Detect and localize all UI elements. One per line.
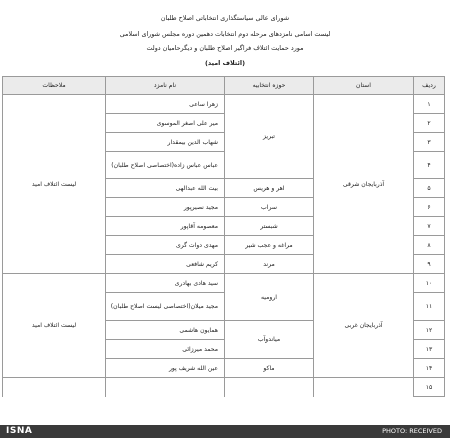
candidate-name: همایون هاشمی (106, 321, 225, 340)
row-number: ۲ (414, 114, 445, 133)
constituency-cell: شبستر (225, 217, 314, 236)
col-header-constituency: حوزه انتخابیه (225, 77, 314, 95)
candidate-name: میر علی اصغر الموسوی (106, 114, 225, 133)
candidate-name: عین الله شریف پور (106, 359, 225, 378)
constituency-cell: ماکو (225, 359, 314, 378)
candidate-name: بیت الله عبدالهی (106, 179, 225, 198)
candidate-name: مجید میلان(اختصاصی لیست اصلاح طلبان) (106, 293, 225, 321)
col-header-candidate: نام نامزد (106, 77, 225, 95)
constituency-cell: تبریز (225, 95, 314, 179)
row-number: ۱ (414, 95, 445, 114)
constituency-cell: مراغه و عجب شیر (225, 236, 314, 255)
row-number: ۵ (414, 179, 445, 198)
row-number: ۱۴ (414, 359, 445, 378)
row-number: ۶ (414, 198, 445, 217)
empty-cell (3, 378, 106, 397)
header-line-2: لیست اسامی نامزدهای مرحله دوم انتخابات دهمین دوره مجلس شورای اسلامی (119, 30, 331, 38)
candidate-name: معصومه آقاپور (106, 217, 225, 236)
table-row (3, 378, 445, 397)
province-cell: آذربایجان شرقی (314, 95, 414, 274)
row-number: ۳ (414, 133, 445, 152)
constituency-cell: سراب (225, 198, 314, 217)
row-number: ۹ (414, 255, 445, 274)
candidate-name: مجید نصیرپور (106, 198, 225, 217)
table-row (3, 95, 445, 114)
header-line-1: شورای عالی سیاستگذاری انتخاباتی اصلاح طلبان (160, 14, 290, 22)
constituency-cell: میاندوآب (225, 321, 314, 359)
row-number: ۷ (414, 217, 445, 236)
row-number: ۸ (414, 236, 445, 255)
constituency-cell: مرند (225, 255, 314, 274)
candidate-name: شهاب الدین بیمقدار (106, 133, 225, 152)
photo-footer-bar (0, 425, 450, 438)
candidate-name: محمد میرزائی (106, 340, 225, 359)
col-header-row-number: ردیف (414, 77, 445, 95)
photo-credit: PHOTO: RECEIVED (382, 427, 442, 435)
empty-cell (314, 378, 414, 397)
province-cell: آذربایجان غربی (314, 274, 414, 378)
candidate-name: سید هادی بهادری (106, 274, 225, 293)
empty-cell (225, 378, 314, 397)
header-line-3: مورد حمایت ائتلاف فراگیر اصلاح طلبان و دیگرحامیان دولت (146, 44, 304, 52)
candidate-name (106, 378, 225, 397)
candidates-table (2, 76, 445, 397)
candidate-name: عباس عباس زاده(اختصاصی اصلاح طلبان) (106, 152, 225, 179)
table-header-row (3, 77, 445, 95)
notes-cell: لیست ائتلاف امید (3, 95, 106, 274)
row-number: ۱۳ (414, 340, 445, 359)
col-header-notes: ملاحظات (3, 77, 106, 95)
col-header-province: استان (314, 77, 414, 95)
table-row (3, 274, 445, 293)
constituency-cell: اهر و هریس (225, 179, 314, 198)
row-number: ۱۰ (414, 274, 445, 293)
row-number: ۱۵ (414, 378, 445, 397)
notes-cell: لیست ائتلاف امید (3, 274, 106, 378)
constituency-cell: ارومیه (225, 274, 314, 321)
row-number: ۴ (414, 152, 445, 179)
candidate-name: زهرا ساعی (106, 95, 225, 114)
candidate-name: کریم شافعی (106, 255, 225, 274)
row-number: ۱۲ (414, 321, 445, 340)
isna-logo: ISNA (6, 426, 33, 436)
candidate-name: مهدی دوات گری (106, 236, 225, 255)
row-number: ۱۱ (414, 293, 445, 321)
header-line-4: (ائتلاف امید) (205, 59, 245, 67)
